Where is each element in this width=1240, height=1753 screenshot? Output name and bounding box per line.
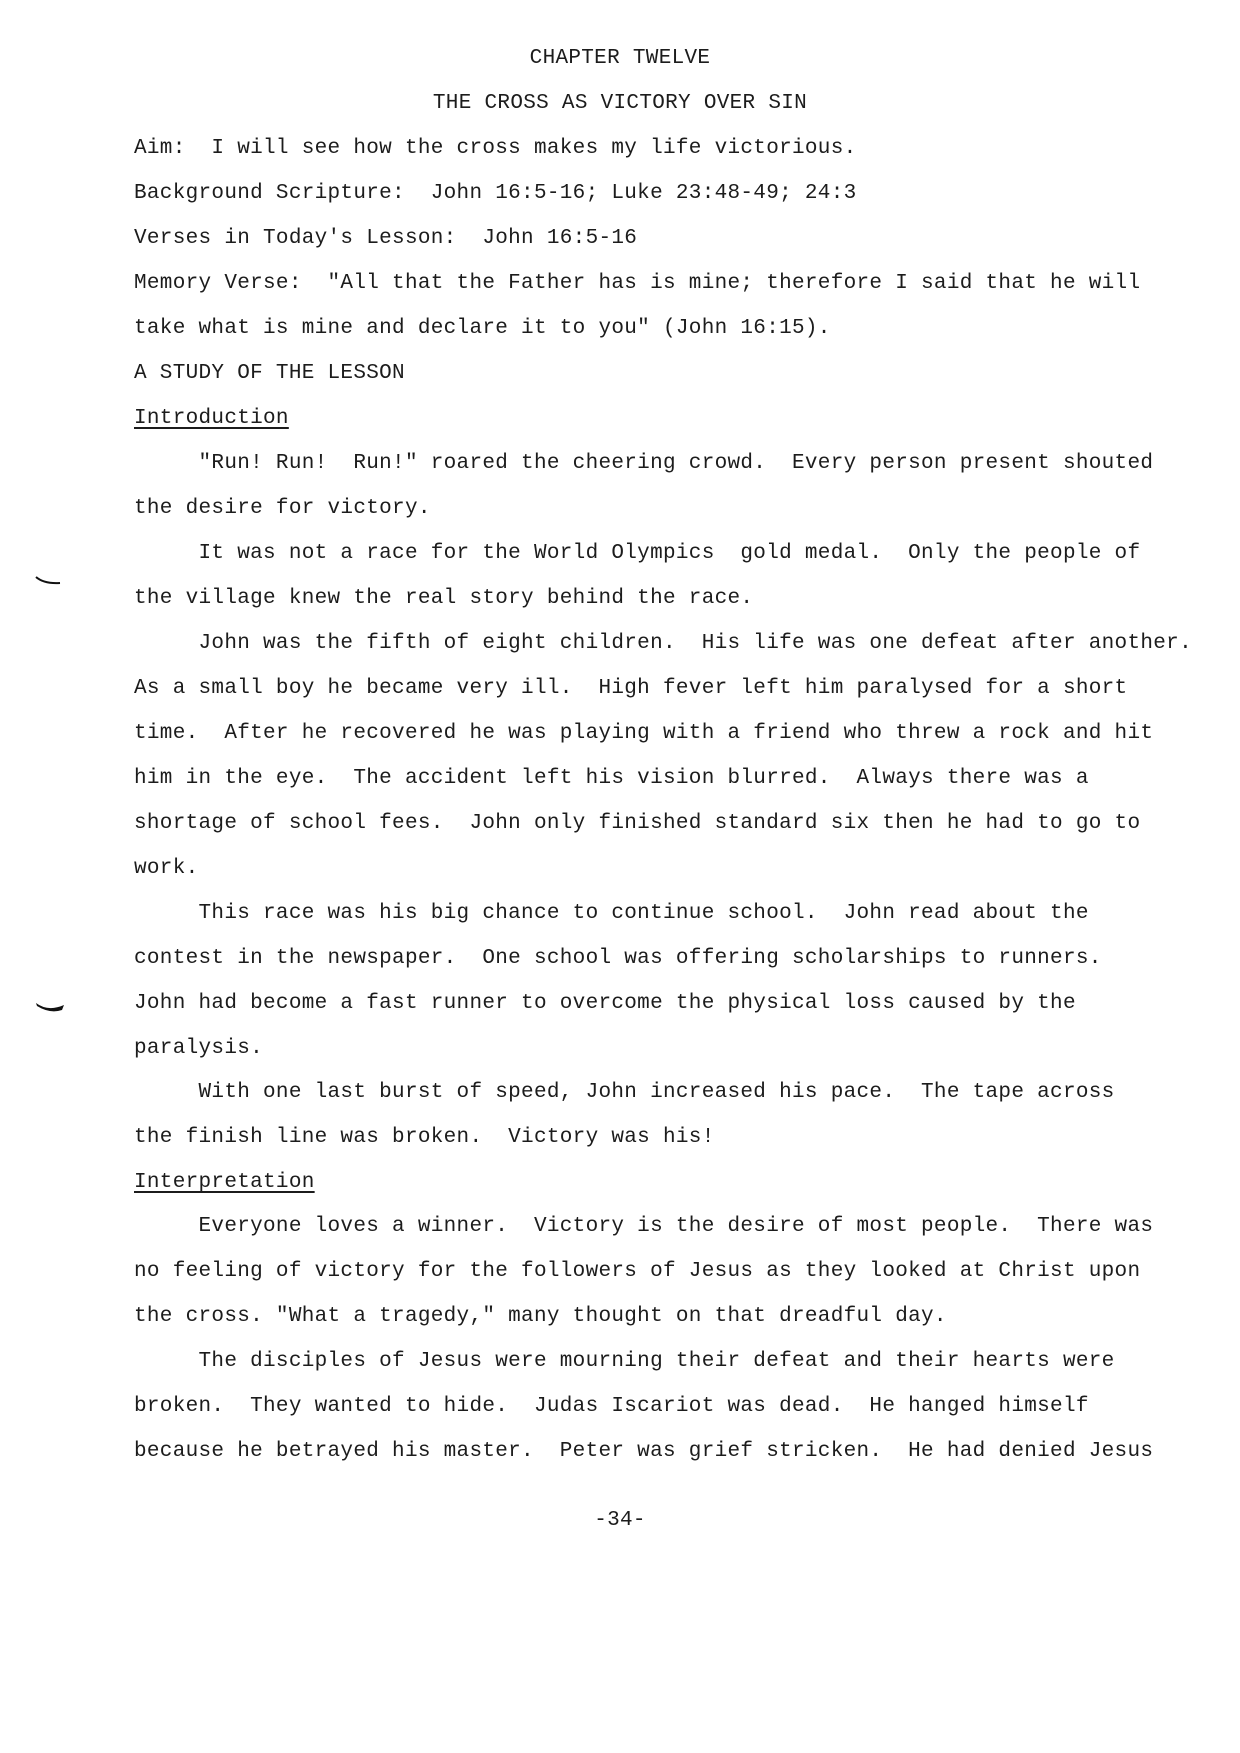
background-scripture-line: Background Scripture: John 16:5-16; Luke 23:48-49; 24:3 xyxy=(134,182,857,205)
paragraph-line: because he betrayed his master. Peter was grief stricken. He had denied Jesus xyxy=(134,1440,1154,1463)
memory-verse-line: Memory Verse: "All that the Father has is mine; therefore I said that he will xyxy=(134,272,1141,295)
paragraph-line: shortage of school fees. John only finished standard six then he had to go to xyxy=(134,812,1141,835)
page-number: -34- xyxy=(594,1509,646,1532)
memory-verse-line: take what is mine and declare it to you" (John 16:15). xyxy=(134,317,831,340)
paragraph-line: contest in the newspaper. One school was offering scholarships to runners. xyxy=(134,947,1102,970)
section-heading: A STUDY OF THE LESSON xyxy=(134,362,405,385)
paragraph-line: the cross. "What a tragedy," many thought on that dreadful day. xyxy=(134,1305,947,1328)
paragraph-line: time. After he recovered he was playing with a friend who threw a rock and hit xyxy=(134,722,1154,745)
verses-line: Verses in Today's Lesson: John 16:5-16 xyxy=(134,227,638,250)
paragraph-line: The disciples of Jesus were mourning their defeat and their hearts were xyxy=(134,1350,1115,1373)
paragraph-line: the village knew the real story behind the race. xyxy=(134,587,754,610)
chapter-title: THE CROSS AS VICTORY OVER SIN xyxy=(432,92,808,115)
paragraph-line: the desire for victory. xyxy=(134,497,431,520)
aim-line: Aim: I will see how the cross makes my life victorious. xyxy=(134,137,857,160)
paragraph-line: him in the eye. The accident left his vision blurred. Always there was a xyxy=(134,767,1089,790)
paragraph-line: Everyone loves a winner. Victory is the desire of most people. There was xyxy=(134,1215,1154,1238)
paragraph-line: "Run! Run! Run!" roared the cheering crowd. Every person present shouted xyxy=(134,452,1154,475)
paragraph-line: work. xyxy=(134,857,199,880)
paragraph-line: the finish line was broken. Victory was his! xyxy=(134,1126,715,1149)
paragraph-line: It was not a race for the World Olympics gold medal. Only the people of xyxy=(134,542,1141,565)
paragraph-line: This race was his big chance to continue school. John read about the xyxy=(134,902,1089,925)
introduction-heading: Introduction xyxy=(134,407,289,430)
chapter-label: CHAPTER TWELVE xyxy=(529,47,711,70)
paragraph-line: With one last burst of speed, John increased his pace. The tape across xyxy=(134,1081,1115,1104)
paragraph-line: John was the fifth of eight children. His life was one defeat after another. xyxy=(134,632,1192,655)
paragraph-line: no feeling of victory for the followers of Jesus as they looked at Christ upon xyxy=(134,1260,1141,1283)
paragraph-line: paralysis. xyxy=(134,1037,264,1060)
paragraph-line: John had become a fast runner to overcome the physical loss caused by the xyxy=(134,992,1076,1015)
interpretation-heading: Interpretation xyxy=(134,1171,315,1194)
margin-mark-icon xyxy=(34,1000,68,1016)
paragraph-line: As a small boy he became very ill. High fever left him paralysed for a short xyxy=(134,677,1128,700)
paragraph-line: broken. They wanted to hide. Judas Iscariot was dead. He hanged himself xyxy=(134,1395,1089,1418)
margin-mark-icon xyxy=(34,574,64,588)
